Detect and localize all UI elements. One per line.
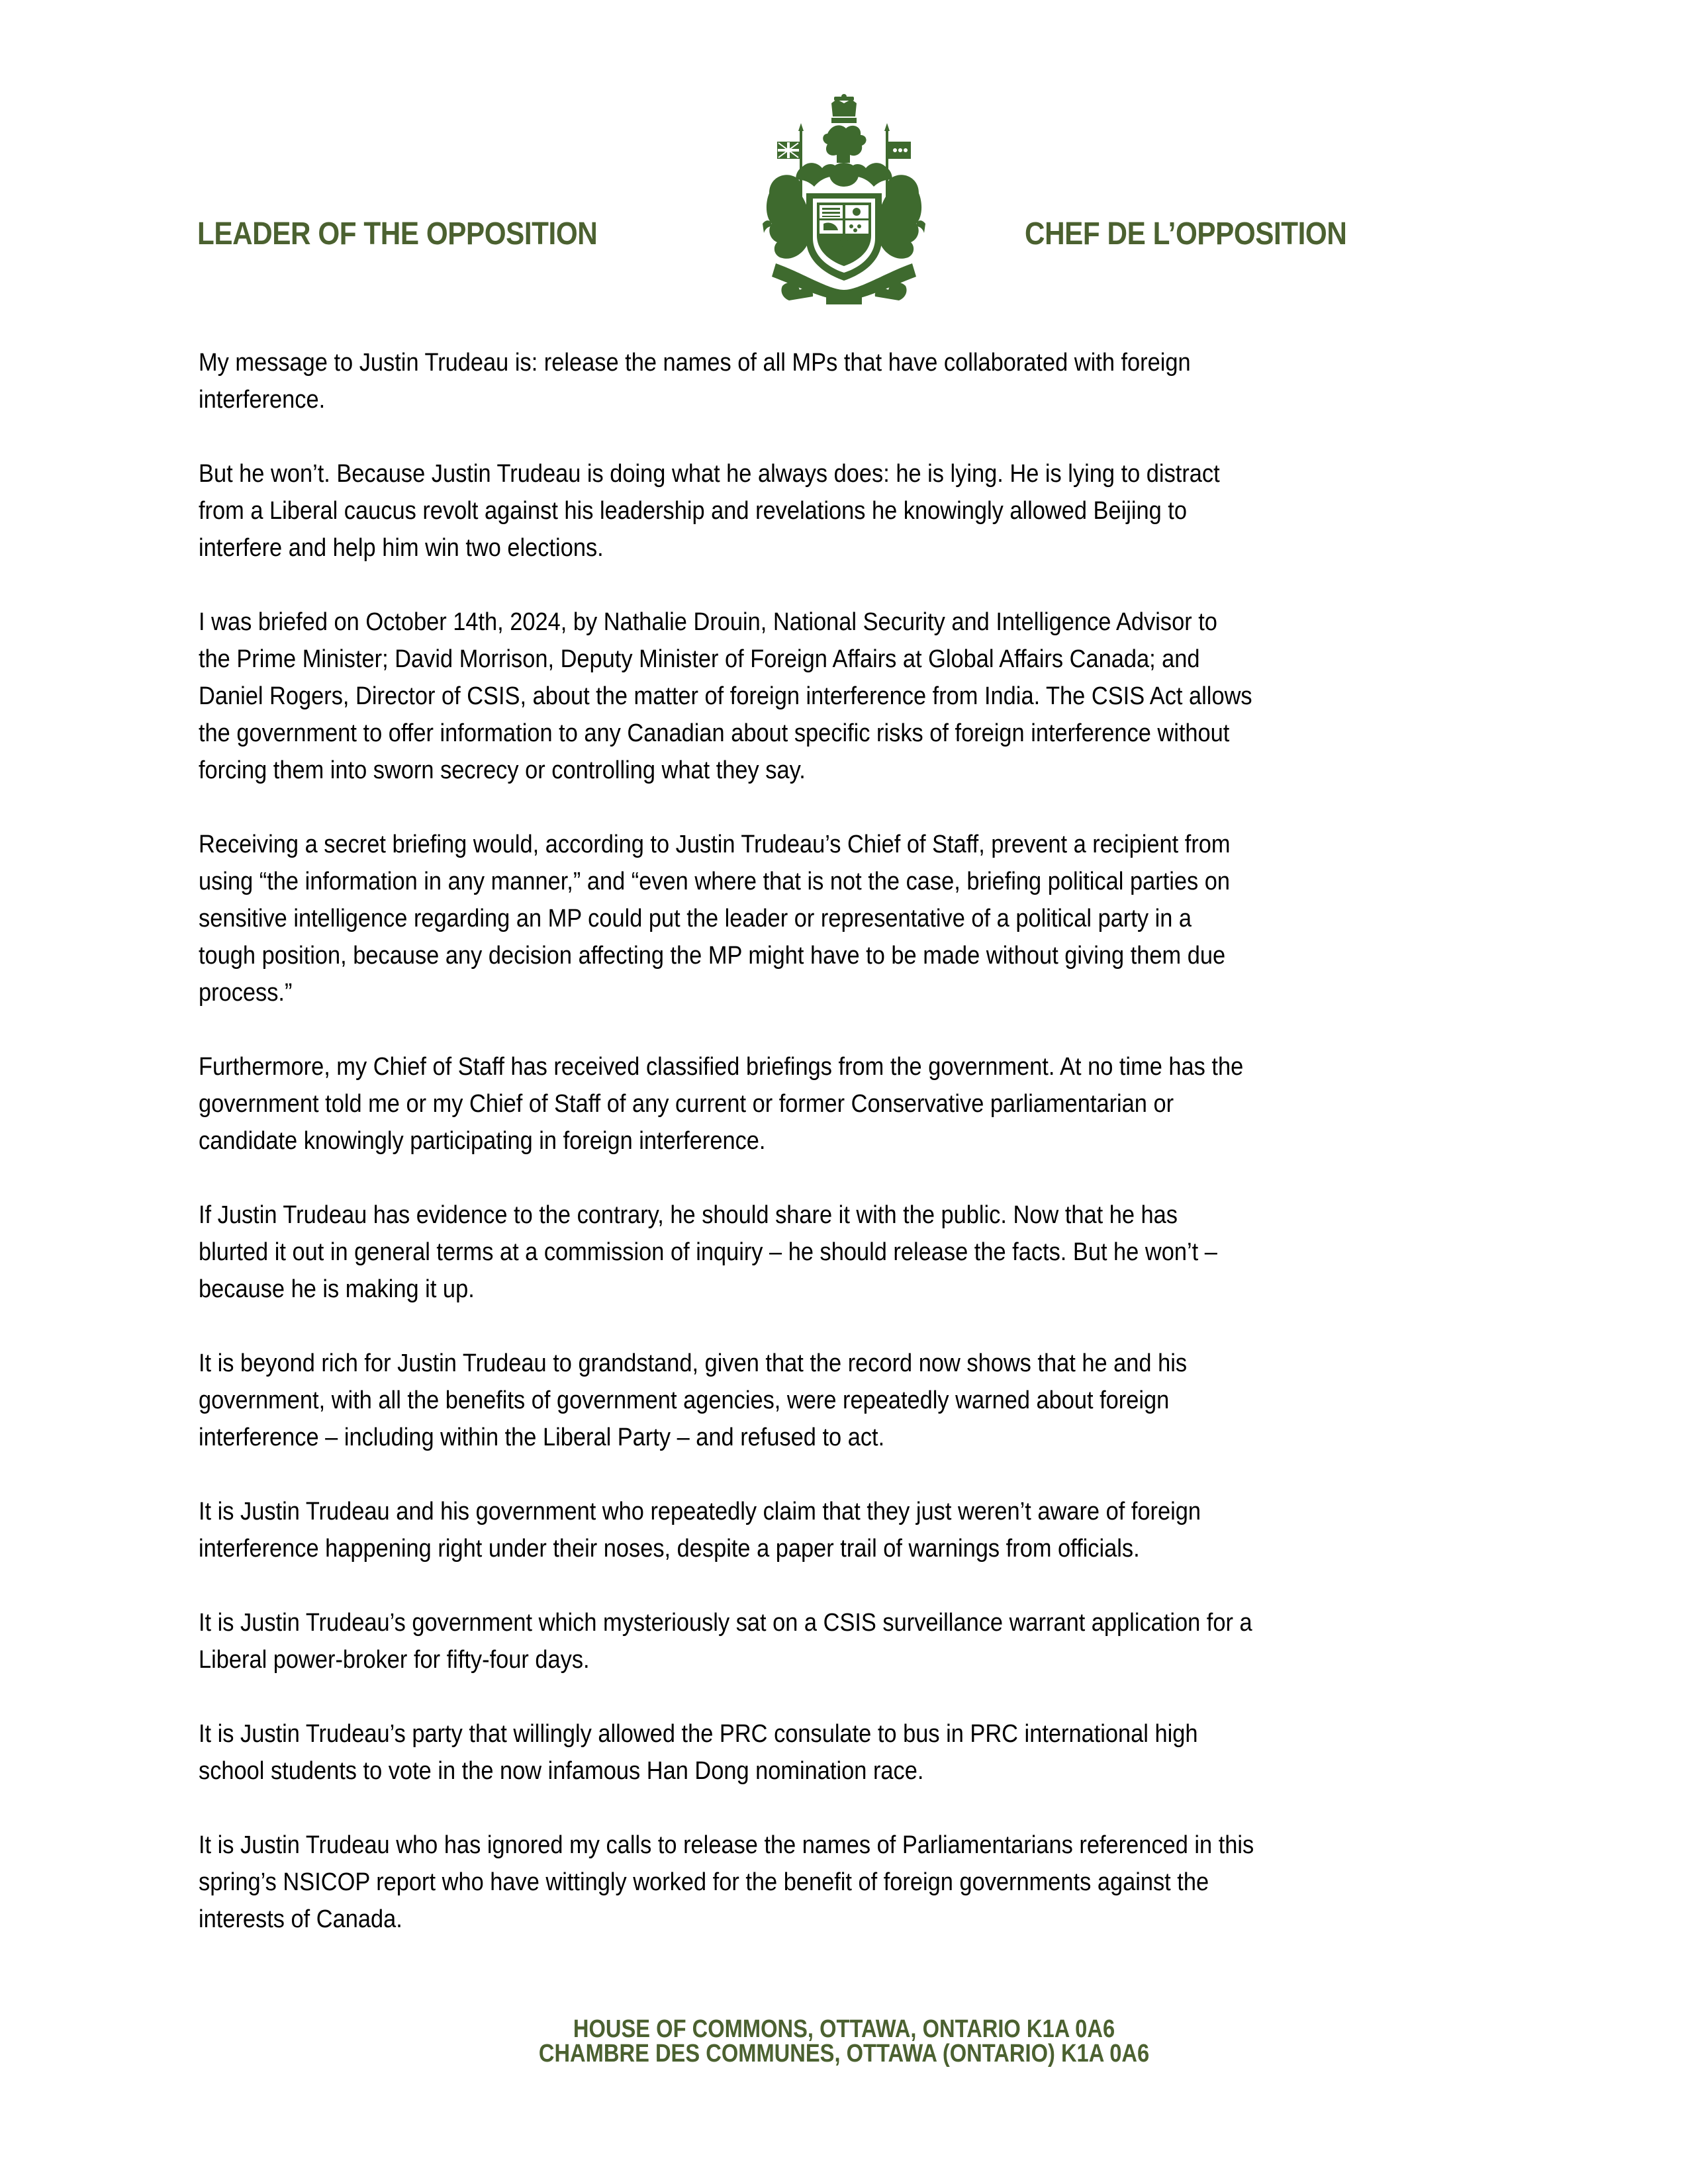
letterhead-footer-address — [0, 2017, 1688, 2066]
text-line: tough position, because any decision affecting the MP might have to be made without giving them due — [199, 942, 1226, 970]
text-line: blurted it out in general terms at a commission of inquiry – he should release the facts. But he won’t – — [199, 1238, 1217, 1266]
footer-address-english: HOUSE OF COMMONS, OTTAWA, ONTARIO K1A 0A6 — [573, 2015, 1115, 2043]
canada-coat-of-arms-icon — [763, 94, 925, 306]
text-line: It is Justin Trudeau’s party that willingly allowed the PRC consulate to bus in PRC international high — [199, 1720, 1198, 1748]
text-line: government told me or my Chief of Staff of any current or former Conservative parliamentarian or — [199, 1090, 1174, 1118]
text-line: from a Liberal caucus revolt against his leadership and revelations he knowingly allowed Beijing to — [199, 497, 1187, 525]
paragraph-11 — [199, 1827, 1496, 1938]
text-line: Liberal power-broker for fifty-four days. — [199, 1646, 590, 1674]
text-line: It is beyond rich for Justin Trudeau to grandstand, given that the record now shows that he and his — [199, 1349, 1188, 1377]
text-line: interference – including within the Liberal Party – and refused to act. — [199, 1424, 885, 1451]
text-line: interference happening right under their noses, despite a paper trail of warnings from officials. — [199, 1535, 1140, 1563]
text-line: government, with all the benefits of government agencies, were repeatedly warned about foreign — [199, 1387, 1170, 1414]
letter-body — [199, 344, 1496, 1975]
text-line: interfere and help him win two elections. — [199, 534, 604, 562]
text-line: the Prime Minister; David Morrison, Deputy Minister of Foreign Affairs at Global Affairs Canada; and — [199, 645, 1200, 673]
text-line: My message to Justin Trudeau is: release the names of all MPs that have collaborated with foreign — [199, 349, 1191, 377]
text-line: interference. — [199, 386, 326, 414]
text-line: Daniel Rogers, Director of CSIS, about the matter of foreign interference from India. The CSIS Act allows — [199, 682, 1252, 710]
text-line: using “the information in any manner,” and “even where that is not the case, briefing political parties on — [199, 868, 1230, 895]
footer-address-french: CHAMBRE DES COMMUNES, OTTAWA (ONTARIO) K1A 0A6 — [538, 2040, 1150, 2068]
text-line: If Justin Trudeau has evidence to the contrary, he should share it with the public. Now that he has — [199, 1201, 1178, 1229]
text-line: spring’s NSICOP report who have wittingly worked for the benefit of foreign governments against the — [199, 1868, 1209, 1896]
text-line: forcing them into sworn secrecy or controlling what they say. — [199, 756, 806, 784]
text-line: candidate knowingly participating in foreign interference. — [199, 1127, 766, 1155]
paragraph-3 — [199, 604, 1496, 789]
paragraph-6 — [199, 1197, 1496, 1308]
paragraph-8 — [199, 1493, 1496, 1567]
text-line: It is Justin Trudeau and his government who repeatedly claim that they just weren’t aware of foreign — [199, 1498, 1201, 1525]
text-line: sensitive intelligence regarding an MP could put the leader or representative of a political party in a — [199, 905, 1192, 933]
paragraph-10 — [199, 1715, 1496, 1790]
text-line: Receiving a secret briefing would, according to Justin Trudeau’s Chief of Staff, prevent a recipient from — [199, 831, 1231, 858]
text-line: because he is making it up. — [199, 1275, 475, 1303]
paragraph-1 — [199, 344, 1496, 418]
paragraph-2 — [199, 455, 1496, 567]
text-line: the government to offer information to any Canadian about specific risks of foreign interference without — [199, 719, 1230, 747]
text-line: Furthermore, my Chief of Staff has received classified briefings from the government. At no time has the — [199, 1053, 1244, 1081]
text-line: It is Justin Trudeau who has ignored my calls to release the names of Parliamentarians referenced in this — [199, 1831, 1254, 1859]
letterhead-title-french: CHEF DE L’OPPOSITION — [1025, 216, 1347, 251]
paragraph-7 — [199, 1345, 1496, 1456]
paragraph-9 — [199, 1604, 1496, 1678]
letterhead-title-english: LEADER OF THE OPPOSITION — [197, 216, 598, 251]
text-line: school students to vote in the now infamous Han Dong nomination race. — [199, 1757, 924, 1785]
text-line: interests of Canada. — [199, 1905, 402, 1933]
text-line: But he won’t. Because Justin Trudeau is doing what he always does: he is lying. He is lying to distract — [199, 460, 1220, 488]
paragraph-5 — [199, 1048, 1496, 1160]
text-line: It is Justin Trudeau’s government which mysteriously sat on a CSIS surveillance warrant application for a — [199, 1609, 1252, 1637]
text-line: process.” — [199, 979, 293, 1007]
paragraph-4 — [199, 826, 1496, 1011]
text-line: I was briefed on October 14th, 2024, by Nathalie Drouin, National Security and Intelligence Advisor to — [199, 608, 1217, 636]
